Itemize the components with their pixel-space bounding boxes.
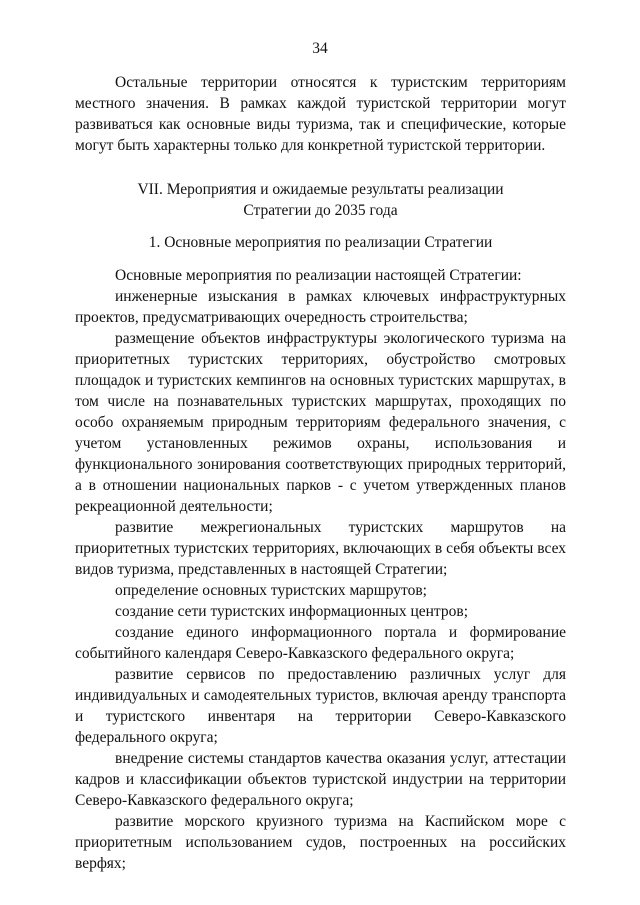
section-title-line-1: VII. Мероприятия и ожидаемые результаты реализации <box>137 181 504 198</box>
measure-item: внедрение системы стандартов качества оказания услуг, аттестации кадров и классификации объектов туристской индустрии на территории Северо-Кавказского федерального округа; <box>75 750 566 809</box>
measure-item: размещение объектов инфраструктуры экологического туризма на приоритетных туристских территориях, обустройство смотровых площадок и туристских кемпингов на основных туристских маршрутах, в том числе на познавательных туристских маршрутах, проходящих по особо охраняемым природным территориям федерального значения, с учетом установленных режимов охраны, использования и функционального зонирования соответствующих природных территорий, а в отношении национальных парков - с учетом утвержденных планов рекреационной деятельности; <box>75 330 566 515</box>
section-title-line-2: Стратегии до 2035 года <box>243 202 398 219</box>
measure-item: определение основных туристских маршрутов; <box>115 582 427 599</box>
measure-item: развитие межрегиональных туристских маршрутов на приоритетных туристских территориях, включающих в себя объекты всех видов туризма, представленных в настоящей Стратегии; <box>75 519 566 578</box>
subsection-title: 1. Основные мероприятия по реализации Стратегии <box>148 234 493 251</box>
intro-paragraph: Остальные территории относятся к туристским территориям местного значения. В рамках каждой туристской территории могут развиваться как основные виды туризма, так и специфические, которые могут быть характерны только для конкретной туристской территории. <box>75 74 566 154</box>
measure-item: создание сети туристских информационных центров; <box>115 603 469 620</box>
measure-item: развитие сервисов по предоставлению различных услуг для индивидуальных и самодеятельных туристов, включая аренду транспорта и туристского инвентаря на территории Северо-Кавказского федерального округа; <box>75 666 566 746</box>
measure-item: развитие морского круизного туризма на Каспийском море с приоритетным использованием судов, построенных на российских верфях; <box>75 813 566 872</box>
section-title <box>75 179 566 221</box>
page-number: 34 <box>312 40 328 57</box>
document-body <box>75 72 566 874</box>
measure-item: инженерные изыскания в рамках ключевых инфраструктурных проектов, предусматривающих очередность строительства; <box>75 288 566 326</box>
measures-intro: Основные мероприятия по реализации настоящей Стратегии: <box>115 267 522 284</box>
measure-item: создание единого информационного портала и формирование событийного календаря Северо-Кавказского федерального округа; <box>75 624 566 662</box>
